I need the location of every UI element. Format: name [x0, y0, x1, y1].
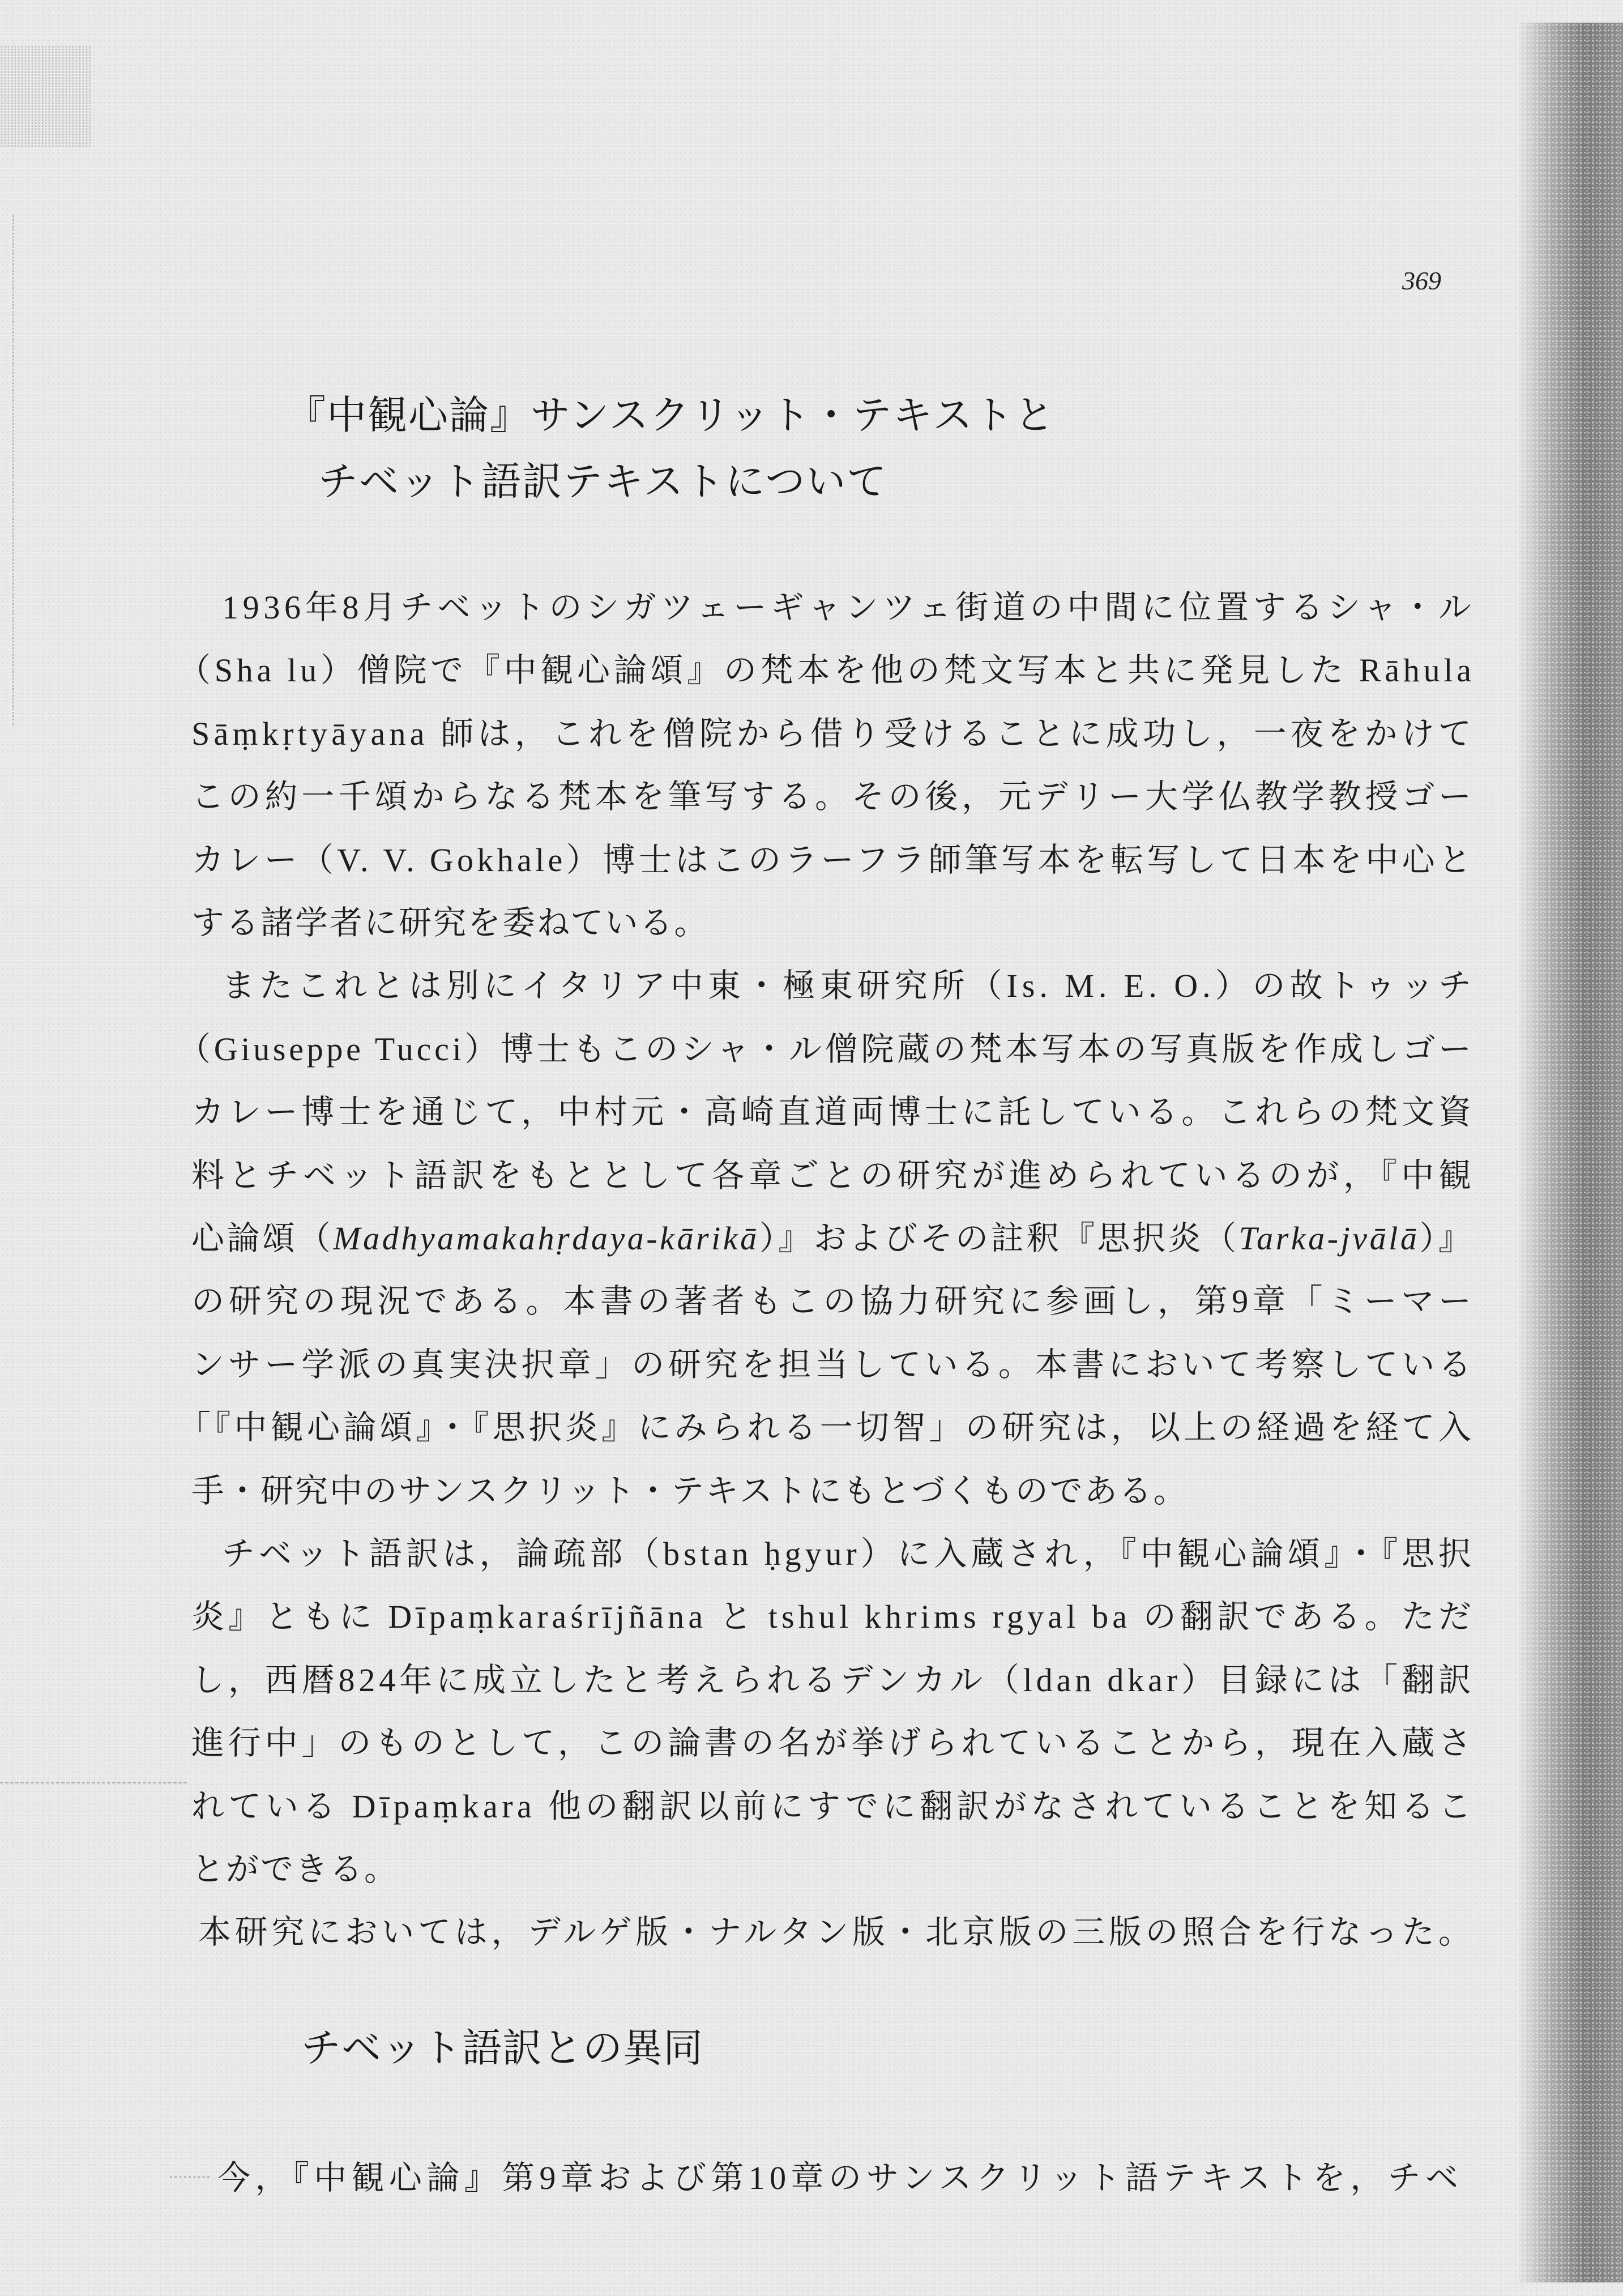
body-text-line: 今，『中観心論』第9章および第10章のサンスクリット語テキストを，チベ — [217, 2160, 1463, 2196]
body-text-line: 手・研究中のサンスクリット・テキストにもとづくものである。 — [191, 1473, 1188, 1509]
body-text-line: し，西暦824年に成立したと考えられるデンカル（ldan dkar）目録には「翻訳 — [191, 1662, 1475, 1698]
title-line: 『中観心論』サンスクリット・テキストと — [286, 394, 1056, 438]
body-text-line — [191, 1216, 1474, 1261]
sanskrit-title-italic: Tarka-jvālā — [1238, 1220, 1420, 1257]
body-text-line: する諸学者に研究を委ねている。 — [191, 904, 709, 941]
margin-mark — [170, 2176, 210, 2178]
text-segment: 心論頌（ — [191, 1220, 334, 1257]
text-segment: ）』およびその註釈『思択炎（ — [759, 1220, 1239, 1257]
body-text-line: 料とチベット語訳をもととして各章ごとの研究が進められているのが，『中観 — [191, 1157, 1476, 1194]
scan-edge-shadow — [1515, 23, 1623, 2282]
page-number: 369 — [1402, 266, 1441, 295]
title-line: チベット語訳テキストについて — [318, 460, 888, 504]
scan-corner-speckle — [0, 45, 91, 147]
body-text-line: 「『中観心論頌』・『思択炎』にみられる一切智」の研究は，以上の経過を経て入 — [178, 1409, 1475, 1446]
body-text-line: カレー博士を通じて，中村元・高崎直道両博士に託している。これらの梵文資 — [191, 1094, 1475, 1130]
body-text-line: れている Dīpaṃkara 他の翻訳以前にすでに翻訳がなされていることを知るこ — [191, 1788, 1476, 1825]
body-text-line: （Giuseppe Tucci）博士もこのシャ・ル僧院蔵の梵本写本の写真版を作成しゴー — [178, 1031, 1475, 1068]
section-heading: チベット語訳との異同 — [301, 2027, 703, 2071]
body-text-line: 本研究においては，デルゲ版・ナルタン版・北京版の三版の照合を行なった。 — [198, 1914, 1475, 1951]
body-text-line: ンサー学派の真実決択章」の研究を担当している。本書において考察している — [191, 1346, 1475, 1383]
body-text-line: の研究の現況である。本書の著者もこの協力研究に参画し，第9章「ミーマー — [191, 1283, 1476, 1320]
body-text-line: カレー（V. V. Gokhale）博士はこのラーフラ師筆写本を転写して日本を中心と — [191, 842, 1475, 878]
body-text-line: この約一千頌からなる梵本を筆写する。その後，元デリー大学仏教学教授ゴー — [191, 778, 1475, 815]
body-text-line: 1936年8月チベットのシガツェーギャンツェ街道の中間に位置するシャ・ル — [222, 589, 1476, 626]
body-text-line: （Sha lu）僧院で『中観心論頌』の梵本を他の梵文写本と共に発見した Rāhula — [178, 652, 1475, 689]
body-text-line: またこれとは別にイタリア中東・極東研究所（Is. M. E. O.）の故トゥッチ — [222, 967, 1476, 1004]
margin-mark — [12, 215, 14, 725]
body-text-line: 進行中」のものとして，この論書の名が挙げられていることから，現在入蔵さ — [191, 1725, 1475, 1761]
text-segment: ）』 — [1419, 1220, 1474, 1257]
body-text-line: チベット語訳は，論疏部（bstan ḥgyur）に入蔵され，『中観心論頌』・『思択 — [222, 1535, 1475, 1572]
sanskrit-title-italic: Madhyamakahṛdaya-kārikā — [333, 1220, 759, 1257]
margin-mark — [0, 1782, 187, 1783]
body-text-line: とができる。 — [191, 1851, 399, 1888]
body-text-line: 炎』ともに Dīpaṃkaraśrījñāna と tshul khrims rgyal ba の翻訳である。ただ — [191, 1598, 1476, 1635]
body-text-line: Sāṃkṛtyāyana 師は，これを僧院から借り受けることに成功し，一夜をかけて — [191, 715, 1476, 752]
